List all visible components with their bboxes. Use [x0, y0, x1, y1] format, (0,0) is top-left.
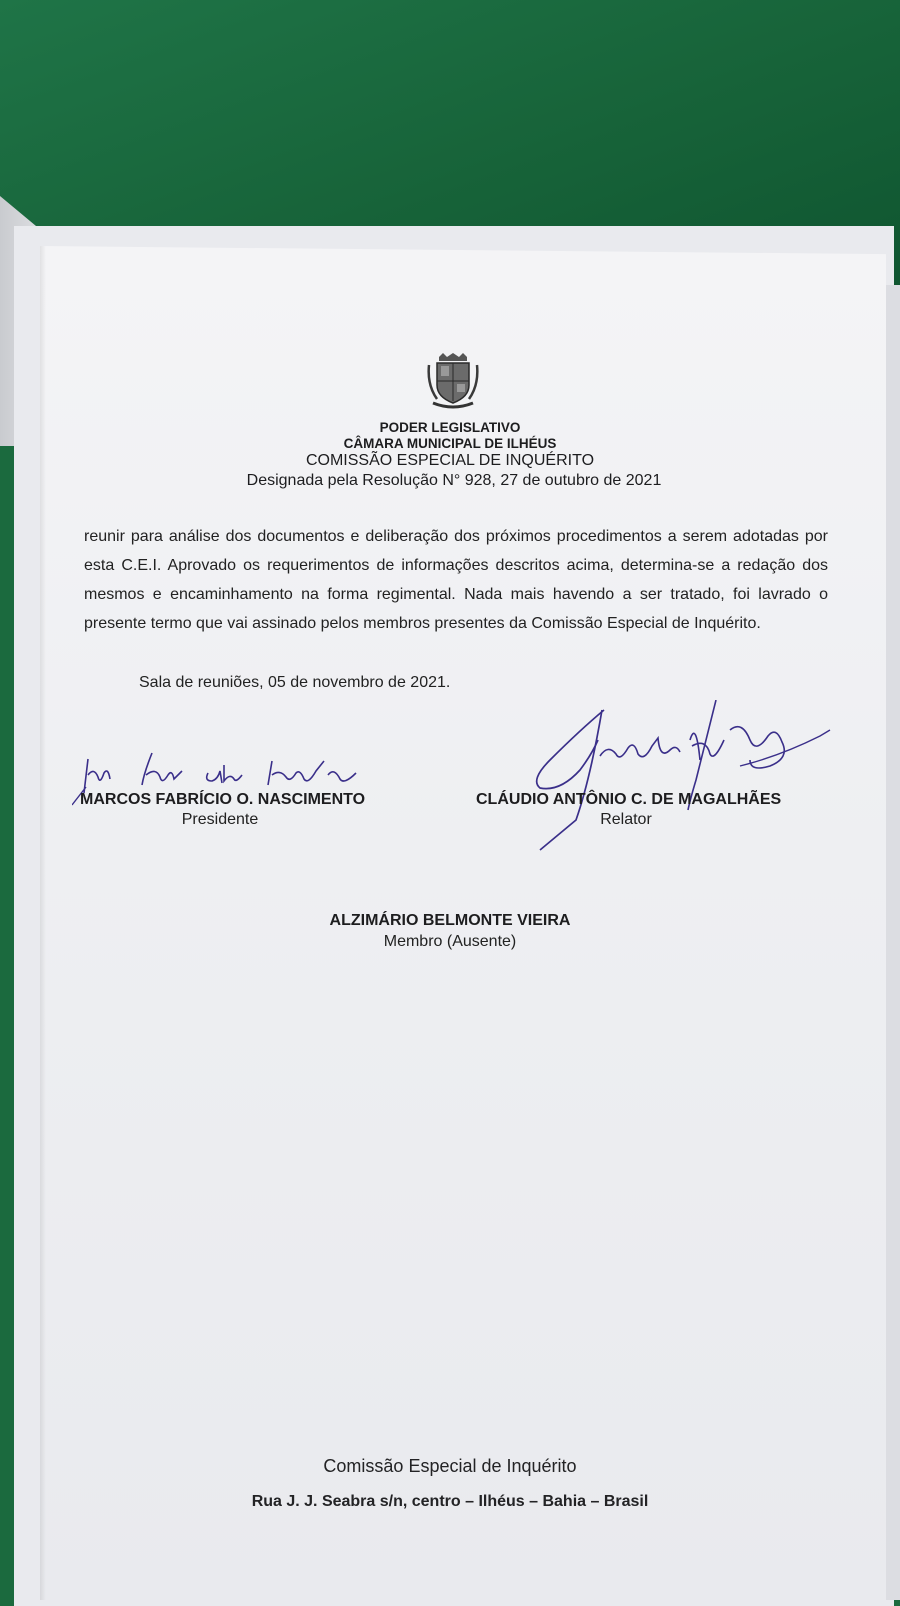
- signatory-name-member: ALZIMÁRIO BELMONTE VIEIRA: [329, 912, 571, 929]
- header-poder-legislativo: PODER LEGISLATIVO: [379, 420, 521, 435]
- footer-address: Rua J. J. Seabra s/n, centro – Ilhéus – Bahia – Brasil: [251, 1493, 649, 1510]
- signatory-role-member: Membro (Ausente): [383, 933, 517, 950]
- header-resolucao: Designada pela Resolução N° 928, 27 de outubro de 2021: [246, 472, 662, 489]
- closing-line: Sala de reuniões, 05 de novembro de 2021.: [139, 674, 451, 691]
- body-paragraph: reunir para análise dos documentos e deliberação dos próximos procedimentos a serem adotadas por esta C.E.I. Aprovado os requerimentos de informações descritos acima, determina-se a redação dos mesmos e encaminhamento na forma regimental. Nada mais havendo a ser tratado, foi lavrado o presente termo que vai assinado pelos membros presentes da Comissão Especial de Inquérito.: [84, 528, 828, 632]
- header-comissao: COMISSÃO ESPECIAL DE INQUÉRITO: [305, 452, 595, 469]
- signatory-role-relator: Relator: [600, 811, 652, 828]
- signatory-name-relator: CLÁUDIO ANTÔNIO C. DE MAGALHÃES: [476, 791, 782, 808]
- footer-commission-name: Comissão Especial de Inquérito: [323, 1456, 577, 1476]
- signatory-role-president: Presidente: [181, 811, 259, 828]
- signature-relator: [520, 700, 840, 860]
- header-camara-municipal: CÂMARA MUNICIPAL DE ILHÉUS: [343, 436, 557, 451]
- signatory-name-president: MARCOS FABRÍCIO O. NASCIMENTO: [80, 791, 366, 808]
- coat-of-arms-icon: [425, 351, 481, 411]
